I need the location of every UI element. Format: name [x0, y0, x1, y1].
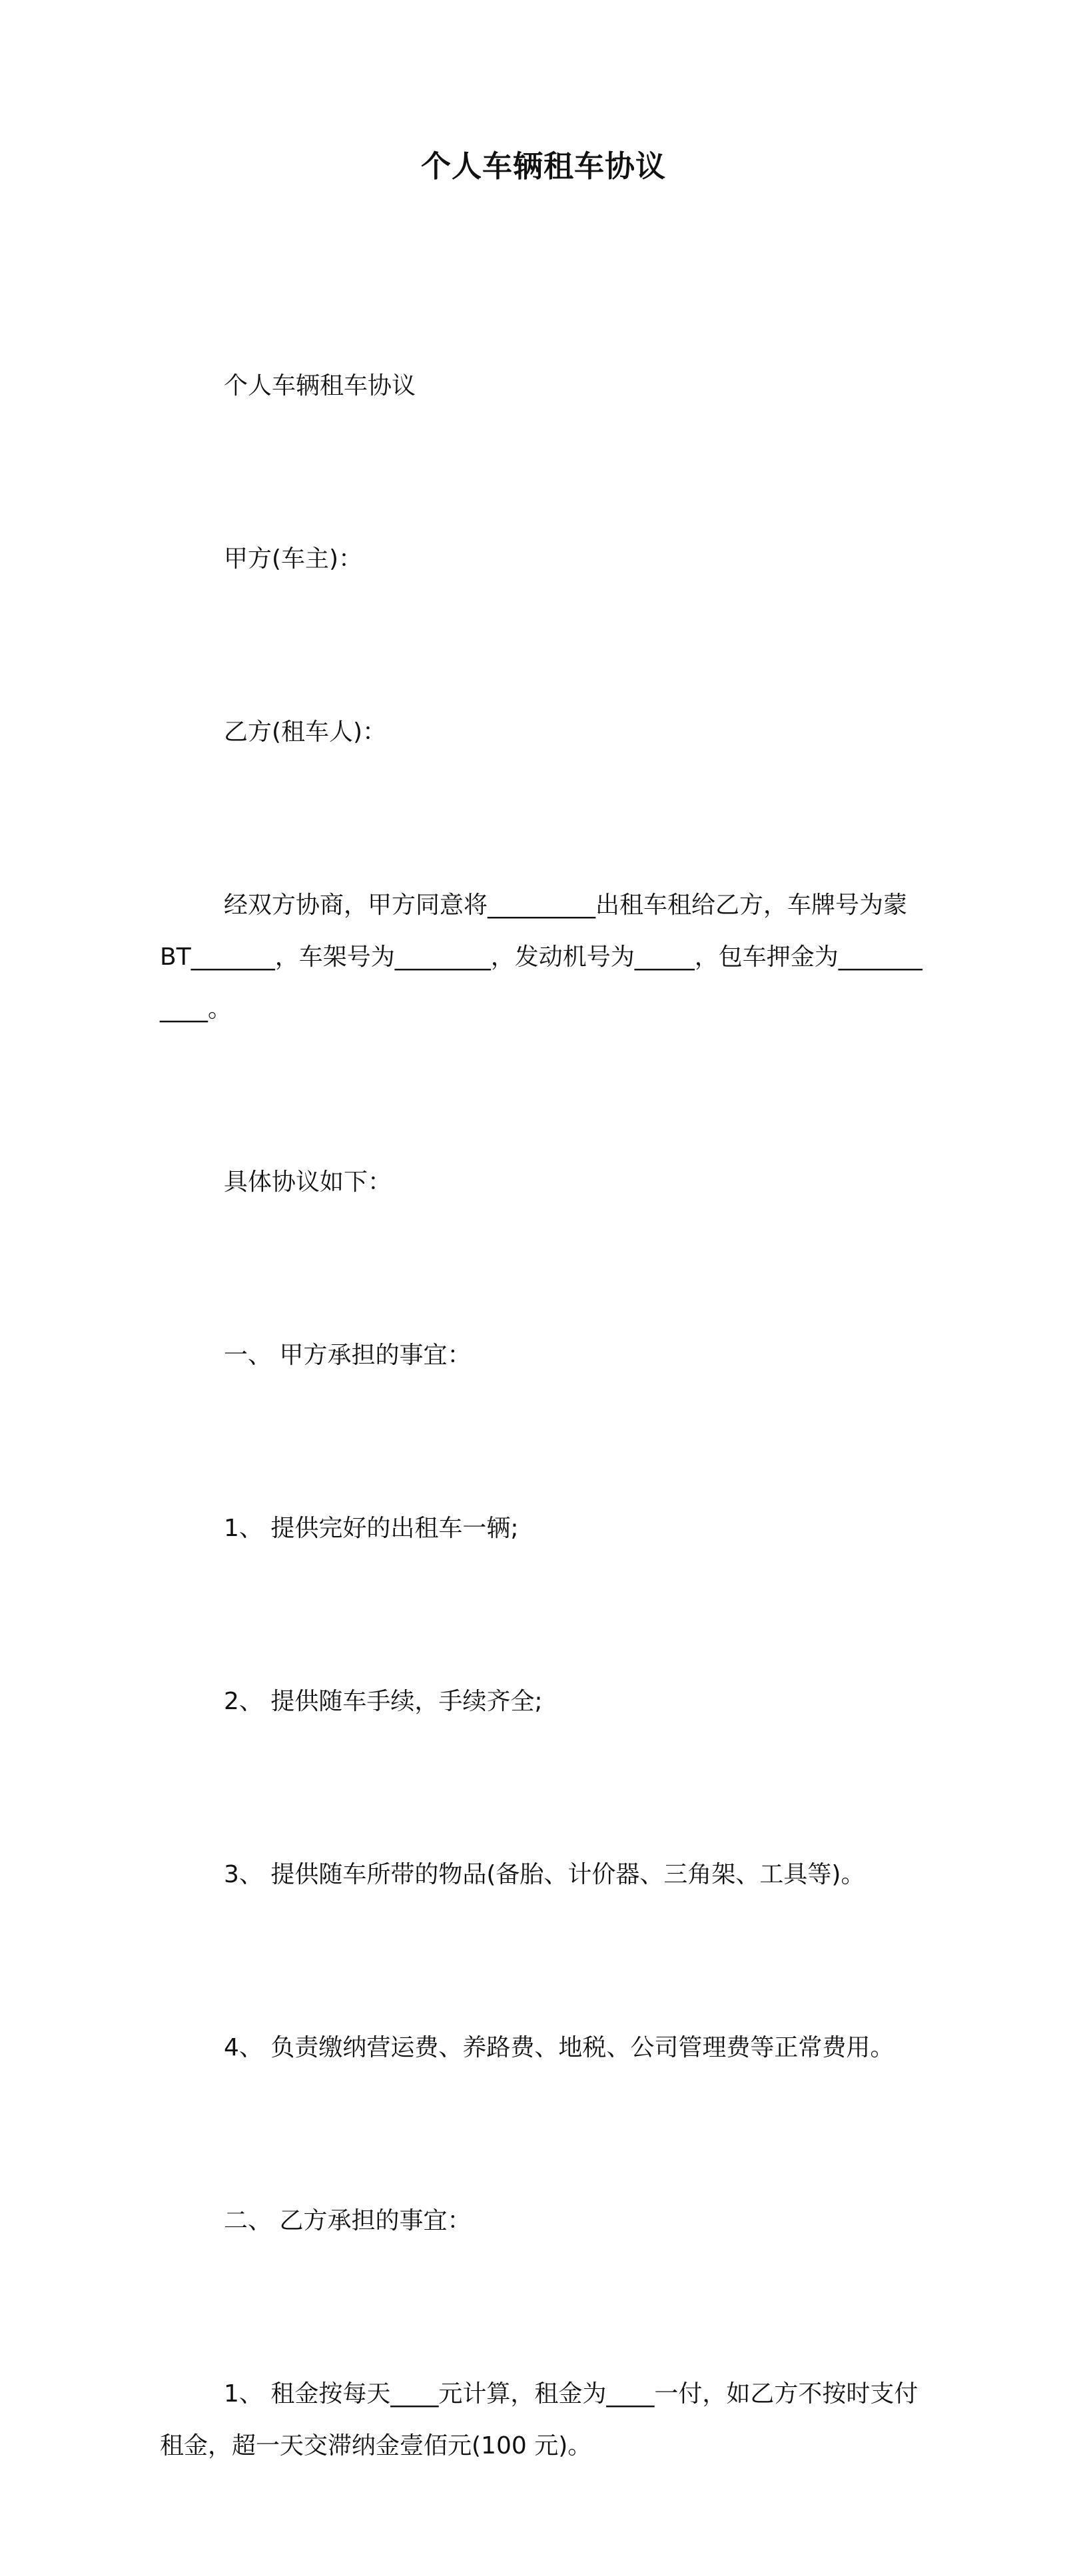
- paragraph-party-a: 甲方(车主)：: [224, 545, 363, 573]
- paragraph-rent-terms: 1、 租金按每天____元计算，租金为____一付，如乙方不按时支付租金，超一天交滞纳金壹佰元(100 元)。: [160, 2380, 918, 2459]
- paragraph-section-one: 一、 甲方承担的事宜：: [224, 1342, 472, 1369]
- paragraph-item-2: 2、 提供随车手续，手续齐全;: [224, 1688, 543, 1715]
- document-title: 个人车辆租车协议: [420, 148, 666, 184]
- paragraph-specifics: 具体协议如下：: [224, 1168, 392, 1196]
- paragraph-agreement-terms: 经双方协商，甲方同意将_________出租车租给乙方，车牌号为蒙 BT_______，车架号为________，发动机号为_____，包车押金为___________。: [160, 892, 922, 1023]
- paragraph-party-b: 乙方(租车人)：: [224, 718, 387, 746]
- paragraph-heading: 个人车辆租车协议: [224, 372, 416, 399]
- document-body: [160, 256, 927, 2576]
- paragraph-item-4: 4、 负责缴纳营运费、养路费、地税、公司管理费等正常费用。: [224, 2034, 895, 2061]
- paragraph-section-two: 二、 乙方承担的事宜：: [224, 2207, 472, 2234]
- paragraph-item-1: 1、 提供完好的出租车一辆;: [224, 1515, 519, 1542]
- paragraph-item-3: 3、 提供随车所带的物品(备胎、计价器、三角架、工具等)。: [224, 1861, 865, 1888]
